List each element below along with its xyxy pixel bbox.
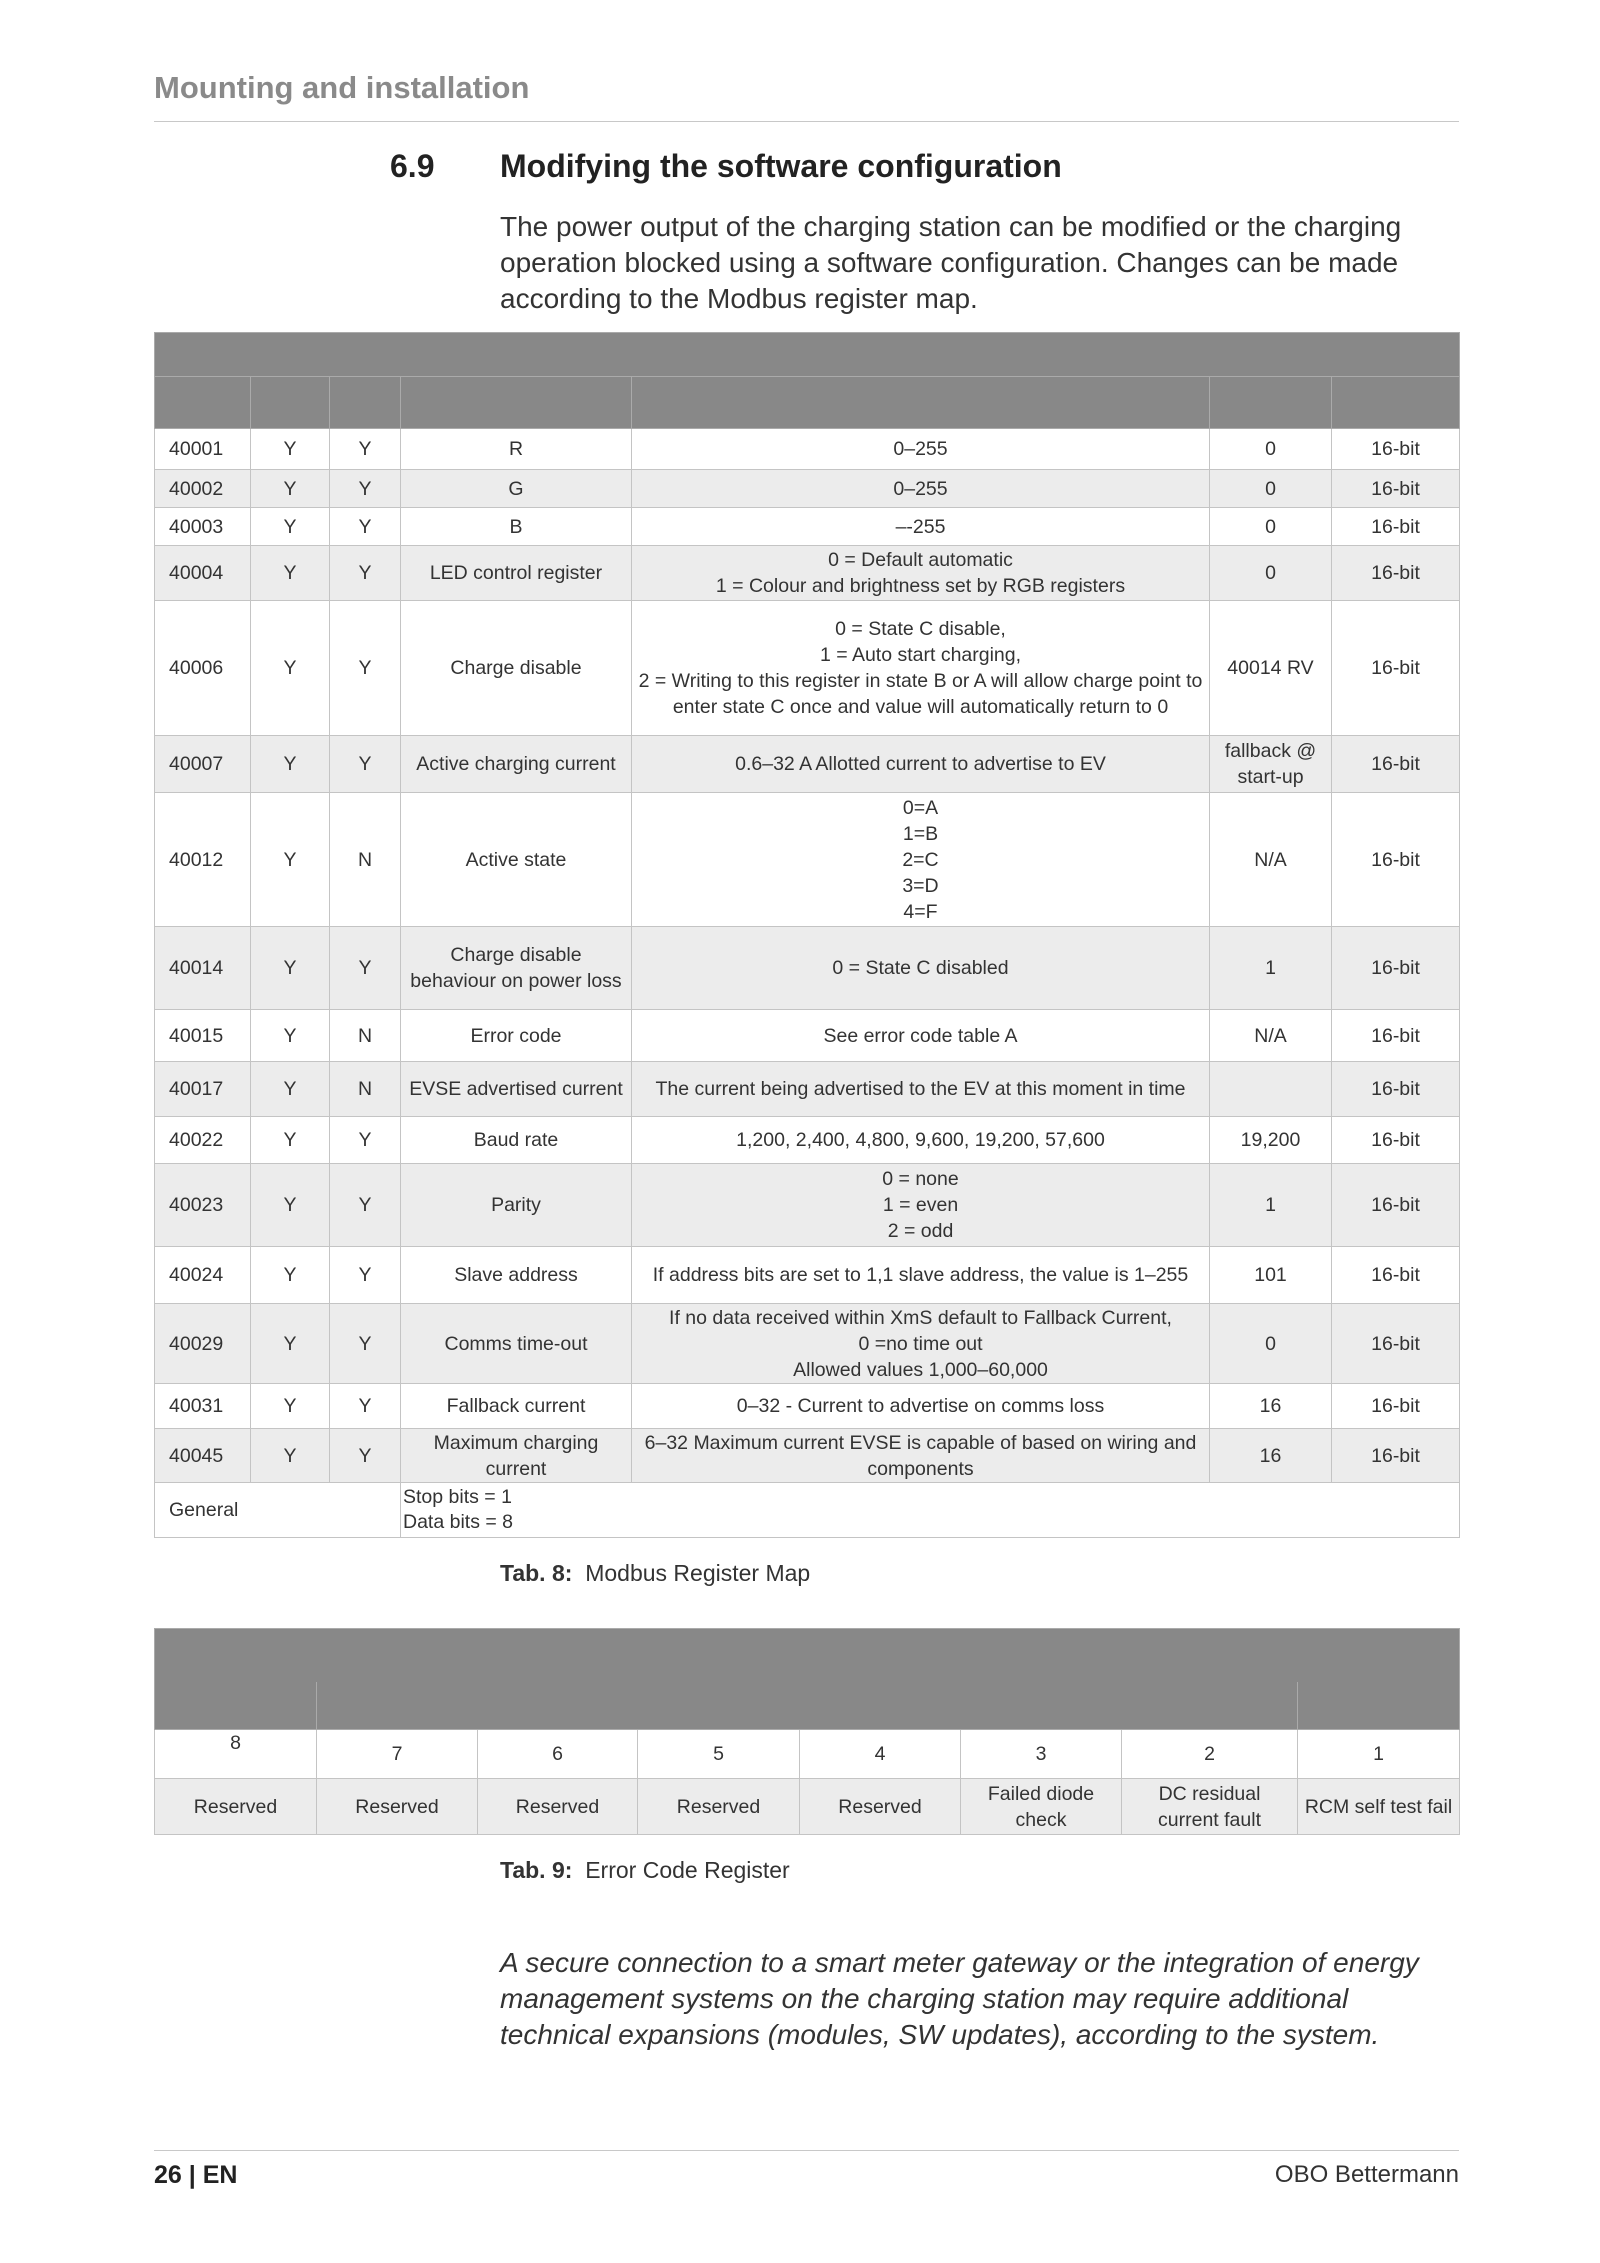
cell-type: 16-bit [1332,546,1460,601]
bit-number: 5 [638,1730,800,1779]
cell-default: 0 [1210,508,1332,546]
cell-description: –-255 [632,508,1210,546]
cell-type: 16-bit [1332,736,1460,793]
cell-name: Fallback current [401,1384,632,1429]
cell-default: 40014 RV [1210,601,1332,736]
bit-number: 6 [478,1730,638,1779]
table-row [155,508,1460,546]
cell-register: 40017 [155,1062,251,1117]
cell-register: 40006 [155,601,251,736]
cell-description: See error code table A [632,1010,1210,1062]
table-caption [500,1560,810,1587]
error-code-table [154,1628,1460,1835]
cell-default: 0 [1210,546,1332,601]
cell-register: 40023 [155,1164,251,1247]
cell-default: 1 [1210,1164,1332,1247]
cell-write: Y [330,508,401,546]
general-label: General [155,1483,401,1538]
caption-label: Tab. 9: [500,1857,573,1883]
cell-description: 1,200, 2,400, 4,800, 9,600, 19,200, 57,600 [632,1117,1210,1164]
table-header-band [155,333,1460,377]
table-row [155,793,1460,927]
cell-write: Y [330,927,401,1010]
cell-register: 40029 [155,1304,251,1384]
cell-type: 16-bit [1332,429,1460,470]
table-row [155,736,1460,793]
cell-name: LED control register [401,546,632,601]
cell-write: Y [330,1117,401,1164]
caption-label: Tab. 8: [500,1560,573,1586]
cell-register: 40003 [155,508,251,546]
cell-read: Y [251,429,330,470]
cell-write: Y [330,1429,401,1483]
cell-type: 16-bit [1332,1062,1460,1117]
cell-name: B [401,508,632,546]
cell-default: 16 [1210,1429,1332,1483]
cell-description: 0 = Default automatic 1 = Colour and brightness set by RGB registers [632,546,1210,601]
cell-read: Y [251,1062,330,1117]
cell-read: Y [251,1384,330,1429]
cell-type: 16-bit [1332,1304,1460,1384]
cell-write: Y [330,601,401,736]
intro-paragraph: The power output of the charging station can be modified or the charging operation blocked using a software configuration. Changes can be made according to the Modbus register map. [500,211,1402,314]
cell-write: Y [330,1384,401,1429]
cell-name: R [401,429,632,470]
cell-name: Maximum charging current [401,1429,632,1483]
cell-type: 16-bit [1332,1429,1460,1483]
cell-description: 0=A 1=B 2=C 3=D 4=F [632,793,1210,927]
cell-write: Y [330,1247,401,1304]
cell-write: Y [330,546,401,601]
brand-name: OBO Bettermann [1274,2161,1459,2188]
cell-write: N [330,1010,401,1062]
caption-text: Modbus Register Map [585,1560,811,1586]
cell-register: 40024 [155,1247,251,1304]
cell-default: 0 [1210,470,1332,508]
bit-number: 4 [800,1730,961,1779]
cell-register: 40015 [155,1010,251,1062]
cell-name: Baud rate [401,1117,632,1164]
cell-register: 40007 [155,736,251,793]
cell-default [1210,1062,1332,1117]
cell-description: 0 = State C disable, 1 = Auto start charging, 2 = Writing to this register in state B or A will allow charge point to enter state C once and value will automatically return to 0 [632,601,1210,736]
cell-default: 16 [1210,1384,1332,1429]
cell-default: 101 [1210,1247,1332,1304]
bit-number: 2 [1122,1730,1298,1779]
cell-default: 1 [1210,927,1332,1010]
cell-default: N/A [1210,793,1332,927]
bit-label: Reserved [800,1779,961,1835]
bit-label: Failed diode check [961,1779,1122,1835]
caption-text: Error Code Register [585,1857,790,1883]
bit-label: RCM self test fail [1298,1779,1460,1835]
cell-register: 40004 [155,546,251,601]
cell-read: Y [251,470,330,508]
cell-write: Y [330,1304,401,1384]
table-row [155,1164,1460,1247]
cell-default: fallback @ start-up [1210,736,1332,793]
table-row [155,546,1460,601]
cell-description: 0–255 [632,429,1210,470]
bit-row [155,1730,1460,1779]
cell-name: Charge disable behaviour on power loss [401,927,632,1010]
page-number: 26 | EN [154,2161,238,2189]
cell-read: Y [251,736,330,793]
table-row [155,1010,1460,1062]
cell-type: 16-bit [1332,793,1460,927]
cell-read: Y [251,927,330,1010]
cell-write: N [330,793,401,927]
cell-read: Y [251,1247,330,1304]
cell-write: N [330,1062,401,1117]
cell-read: Y [251,1010,330,1062]
bit-number: 3 [961,1730,1122,1779]
cell-type: 16-bit [1332,470,1460,508]
cell-read: Y [251,508,330,546]
cell-register: 40045 [155,1429,251,1483]
cell-type: 16-bit [1332,1117,1460,1164]
bit-number: 8 [155,1730,317,1779]
cell-read: Y [251,1304,330,1384]
table-row [155,927,1460,1010]
divider [154,2150,1459,2151]
bit-label: Reserved [478,1779,638,1835]
bit-number: 7 [317,1730,478,1779]
cell-name: Comms time-out [401,1304,632,1384]
cell-default: N/A [1210,1010,1332,1062]
note-paragraph: A secure connection to a smart meter gateway or the integration of energy management systems on the charging station may require additional technical expansions (modules, SW updates), according to the system. [500,1947,1419,2050]
table-row [155,470,1460,508]
bit-label: Reserved [155,1779,317,1835]
cell-description: The current being advertised to the EV at this moment in time [632,1062,1210,1117]
table-row [155,1117,1460,1164]
cell-type: 16-bit [1332,927,1460,1010]
divider [154,121,1459,122]
cell-name: Charge disable [401,601,632,736]
cell-read: Y [251,793,330,927]
cell-description: 0 = State C disabled [632,927,1210,1010]
table-row [155,429,1460,470]
cell-description: 0–32 - Current to advertise on comms loss [632,1384,1210,1429]
cell-register: 40031 [155,1384,251,1429]
cell-name: EVSE advertised current [401,1062,632,1117]
cell-write: Y [330,470,401,508]
cell-type: 16-bit [1332,1164,1460,1247]
cell-name: Slave address [401,1247,632,1304]
cell-type: 16-bit [1332,601,1460,736]
page-title: Modifying the software configuration [500,148,1062,184]
modbus-register-table [154,332,1460,1538]
cell-default: 19,200 [1210,1117,1332,1164]
label-row [155,1779,1460,1835]
cell-type: 16-bit [1332,1010,1460,1062]
cell-name: Parity [401,1164,632,1247]
general-value: Stop bits = 1 Data bits = 8 [401,1483,1460,1538]
cell-write: Y [330,1164,401,1247]
cell-name: Error code [401,1010,632,1062]
table-row [155,1384,1460,1429]
heading-number: 6.9 [390,148,435,184]
cell-description: 0 = none 1 = even 2 = odd [632,1164,1210,1247]
table-row [155,601,1460,736]
cell-name: Active state [401,793,632,927]
cell-read: Y [251,546,330,601]
table-row-general [155,1483,1460,1538]
cell-write: Y [330,429,401,470]
cell-name: G [401,470,632,508]
cell-default: 0 [1210,429,1332,470]
table-row [155,1062,1460,1117]
cell-read: Y [251,601,330,736]
cell-default: 0 [1210,1304,1332,1384]
cell-name: Active charging current [401,736,632,793]
table-row [155,1429,1460,1483]
cell-type: 16-bit [1332,1247,1460,1304]
table-row [155,1247,1460,1304]
cell-description: 6–32 Maximum current EVSE is capable of based on wiring and components [632,1429,1210,1483]
table-caption [500,1857,790,1884]
table-row [155,1304,1460,1384]
cell-description: 0–255 [632,470,1210,508]
cell-register: 40022 [155,1117,251,1164]
bit-number: 1 [1298,1730,1460,1779]
cell-register: 40002 [155,470,251,508]
cell-write: Y [330,736,401,793]
section-header: Mounting and installation [154,70,530,105]
bit-label: Reserved [317,1779,478,1835]
cell-description: 0.6–32 A Allotted current to advertise to EV [632,736,1210,793]
cell-type: 16-bit [1332,1384,1460,1429]
cell-register: 40001 [155,429,251,470]
cell-register: 40014 [155,927,251,1010]
cell-read: Y [251,1429,330,1483]
bit-label: DC residual current fault [1122,1779,1298,1835]
cell-type: 16-bit [1332,508,1460,546]
cell-description: If address bits are set to 1,1 slave address, the value is 1–255 [632,1247,1210,1304]
cell-register: 40012 [155,793,251,927]
table-header-band [155,1629,1460,1682]
bit-label: Reserved [638,1779,800,1835]
cell-read: Y [251,1117,330,1164]
cell-read: Y [251,1164,330,1247]
cell-description: If no data received within XmS default to Fallback Current, 0 =no time out Allowed values 1,000–60,000 [632,1304,1210,1384]
